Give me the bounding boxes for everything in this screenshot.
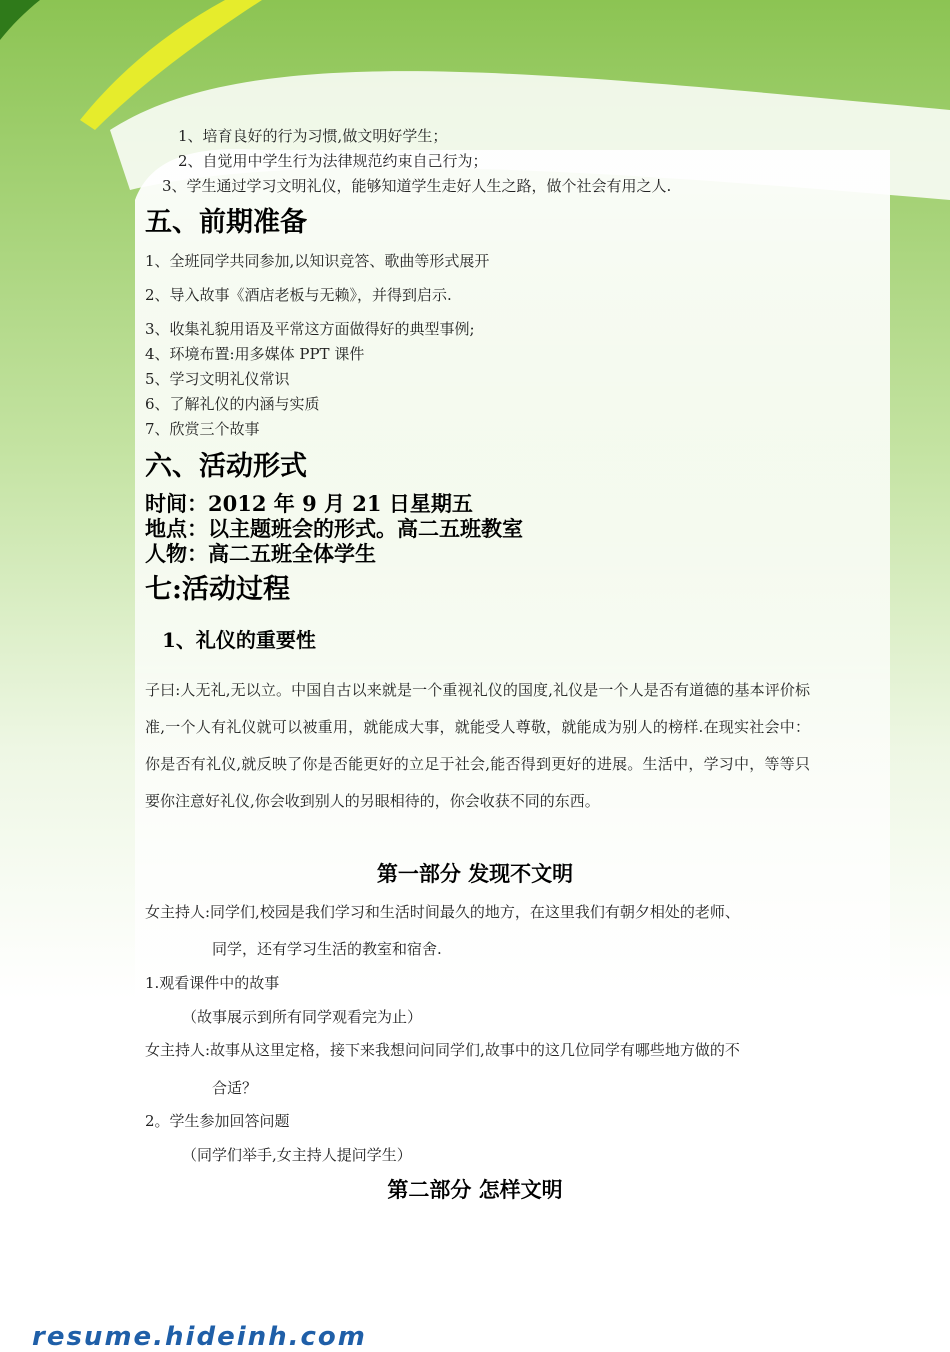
prep-item-1: 1、全班同学共同参加,以知识竞答、歌曲等形式展开 — [145, 252, 490, 270]
prep-item-5: 5、学习文明礼仪常识 — [145, 370, 290, 388]
host-line-1a: 女主持人:同学们,校园是我们学习和生活时间最久的地方，在这里我们有朝夕相处的老师、 — [145, 903, 740, 921]
step-2-note: （同学们举手,女主持人提问学生） — [182, 1146, 412, 1164]
step-2: 2。学生参加回答问题 — [145, 1112, 290, 1130]
step-1: 1.观看课件中的故事 — [145, 974, 280, 992]
prep-item-2: 2、导入故事《酒店老板与无赖》，并得到启示. — [145, 286, 452, 304]
goal-item-3: 3、学生通过学习文明礼仪，能够知道学生走好人生之路，做个社会有用之人. — [162, 177, 672, 195]
prep-item-4: 4、环境布置:用多媒体 PPT 课件 — [145, 345, 365, 363]
prep-item-7: 7、欣赏三个故事 — [145, 420, 260, 438]
host-line-1b: 同学，还有学习生活的教室和宿舍. — [212, 940, 442, 958]
part-2-title: 第二部分 怎样文明 — [387, 1177, 563, 1202]
activity-time: 时间：2012 年 9 月 21 日星期五 — [145, 491, 473, 516]
goal-item-2: 2、自觉用中学生行为法律规范约束自己行为； — [178, 152, 488, 170]
prep-item-6: 6、了解礼仪的内涵与实质 — [145, 395, 320, 413]
activity-people: 人物：高二五班全体学生 — [145, 541, 376, 566]
section-7-title: 七:活动过程 — [145, 574, 290, 605]
part-1-title: 第一部分 发现不文明 — [376, 861, 574, 886]
footer-watermark: resume.hideinh.com — [32, 1322, 367, 1352]
step-1-note: （故事展示到所有同学观看完为止） — [182, 1008, 423, 1026]
activity-place: 地点：以主题班会的形式。高二五班教室 — [145, 516, 523, 541]
host-line-2b: 合适？ — [212, 1079, 258, 1097]
goal-item-1: 1、培育良好的行为习惯,做文明好学生； — [178, 127, 448, 145]
section-6-title: 六、活动形式 — [145, 451, 307, 482]
host-line-2a: 女主持人:故事从这里定格，接下来我想问问同学们,故事中的这几位同学有哪些地方做的不 — [145, 1041, 740, 1059]
section-7-subtitle: 1、礼仪的重要性 — [162, 628, 316, 652]
importance-paragraph: 子曰:人无礼,无以立。中国自古以来就是一个重视礼仪的国度,礼仪是一个人是否有道德的基本评价标准,一个人有礼仪就可以被重用，就能成大事，就能受人尊敬，就能成为别人的榜样.在现实社会中：你是否有礼仪,就反映了你是否能更好的立足于社会,能否得到更好的进展。生活中，学习中，等等只要你注意好礼仪,你会收到别人的另眼相待的，你会收获不同的东西。 — [145, 681, 810, 810]
section-5-title: 五、前期准备 — [145, 207, 307, 238]
prep-item-3: 3、收集礼貌用语及平常这方面做得好的典型事例; — [145, 320, 475, 338]
